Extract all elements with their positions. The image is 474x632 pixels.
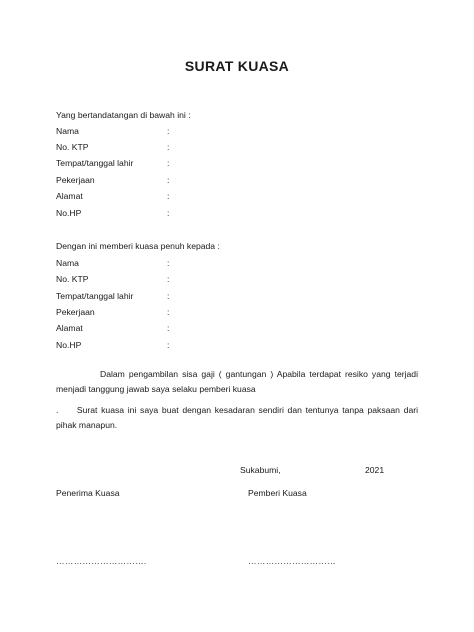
recipient-label: Penerima Kuasa [56,488,120,498]
section1-field-label: No. KTP [56,142,89,152]
section2-field-label: Pekerjaan [56,307,95,317]
section2-field-colon: : [167,307,170,317]
section2-field-label: No. KTP [56,274,89,284]
section1-field-colon: : [167,191,170,201]
paragraph-2-text: . Surat kuasa ini saya buat dengan kesadaran sendiri dan tentunya tanpa paksaan dari pihak manapun. [56,405,421,430]
body-paragraph-2 [56,403,421,432]
paragraph-1-text: Dalam pengambilan sisa gaji ( gantungan ) Apabila terdapat resiko yang terjadi menjadi tanggung jawab saya selaku pemberi kuasa [56,369,418,394]
section1-field-colon: : [167,208,170,218]
giver-label: Pemberi Kuasa [248,488,307,498]
section1-field-colon: : [167,142,170,152]
giver-signature-line: ………………………… [248,556,336,566]
year-text: 2021 [365,465,385,475]
section1-field-colon: : [167,158,170,168]
section2-field-colon: : [167,291,170,301]
body-paragraph-1 [56,367,418,396]
section2-field-label: No.HP [56,340,82,350]
section2-field-label: Nama [56,258,79,268]
section2-field-label: Tempat/tanggal lahir [56,291,134,301]
section1-intro: Yang bertandatangan di bawah ini : [56,110,191,120]
section1-field-colon: : [167,175,170,185]
section1-field-label: Tempat/tanggal lahir [56,158,134,168]
section2-field-colon: : [167,274,170,284]
recipient-signature-line: …………………………. [56,556,147,566]
document-title: SURAT KUASA [184,58,290,74]
section2-intro: Dengan ini memberi kuasa penuh kepada : [56,241,220,251]
section2-field-label: Alamat [56,323,83,333]
section1-field-label: Pekerjaan [56,175,95,185]
section2-field-colon: : [167,340,170,350]
section1-field-label: Alamat [56,191,83,201]
section1-field-label: Nama [56,126,79,136]
place-text: Sukabumi, [240,465,281,475]
section1-field-colon: : [167,126,170,136]
section1-field-label: No.HP [56,208,82,218]
section2-field-colon: : [167,323,170,333]
section2-field-colon: : [167,258,170,268]
